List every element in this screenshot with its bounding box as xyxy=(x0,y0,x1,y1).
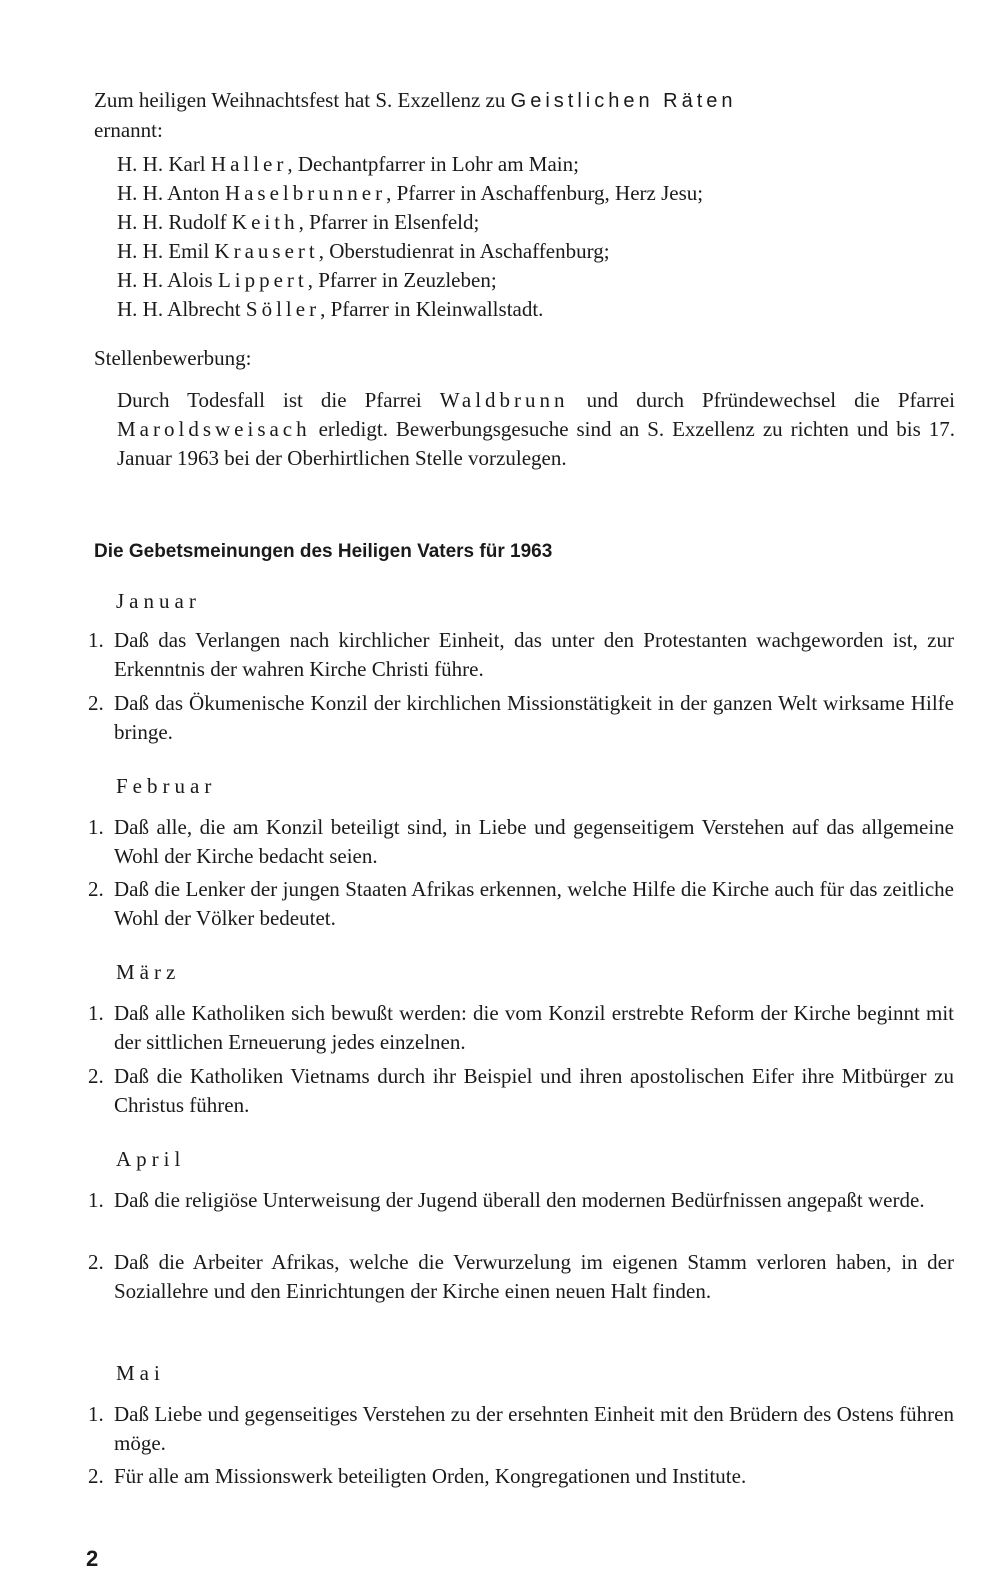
intention-number: 1. xyxy=(88,1001,104,1025)
appointment-prefix: H. H. Rudolf xyxy=(117,210,232,234)
intention-text: Für alle am Missionswerk beteiligten Orden, Kongregationen und Institute. xyxy=(114,1464,747,1488)
appointment-role: , Oberstudienrat in Aschaffenburg; xyxy=(318,239,610,263)
appointment-item xyxy=(117,150,977,179)
intention-item xyxy=(88,1062,954,1120)
month-heading: März xyxy=(116,960,181,984)
intention-text: Daß die Arbeiter Afrikas, welche die Verwurzelung im eigenen Stamm verloren haben, in der Soziallehre und den Einrichtungen der Kirche einen neuen Halt finden. xyxy=(114,1250,954,1303)
vacancy-paragraph xyxy=(117,386,955,473)
intention-text: Daß das Verlangen nach kirchlicher Einheit, das unter den Protestanten wachgeworden ist, zur Erkenntnis der wahren Kirche Christi führe. xyxy=(114,628,954,681)
appointment-prefix: H. H. Emil xyxy=(117,239,215,263)
appointment-name: Keith xyxy=(231,210,299,234)
intro-text: Zum heiligen Weihnachtsfest hat S. Exzellenz zu xyxy=(94,88,511,112)
intention-number: 1. xyxy=(88,1188,104,1212)
appointment-name: Lippert xyxy=(217,268,308,292)
intention-number: 2. xyxy=(88,877,104,901)
intention-number: 2. xyxy=(88,1250,104,1274)
intention-text: Daß die Katholiken Vietnams durch ihr Beispiel und ihren apostolischen Eifer ihre Mitbürger zu Christus führen. xyxy=(114,1064,954,1117)
vacancy-heading: Stellenbewerbung: xyxy=(94,346,252,370)
intention-text: Daß alle Katholiken sich bewußt werden: die vom Konzil erstrebte Reform der Kirche beginnt mit der sittlichen Erneuerung jedes einzelnen. xyxy=(114,1001,954,1054)
intention-text: Daß alle, die am Konzil beteiligt sind, in Liebe und gegenseitigem Verstehen auf das allgemeine Wohl der Kirche bedacht seien. xyxy=(114,815,954,868)
intro-paragraph xyxy=(94,86,964,145)
intro-text-end: ernannt: xyxy=(94,118,163,142)
month-heading: Mai xyxy=(116,1361,165,1385)
intention-text: Daß das Ökumenische Konzil der kirchlichen Missionstätigkeit in der ganzen Welt wirksame Hilfe bringe. xyxy=(114,691,954,744)
intention-item xyxy=(88,875,954,933)
month-heading: April xyxy=(116,1147,186,1171)
intention-item xyxy=(88,813,954,871)
intention-text: Daß Liebe und gegenseitiges Verstehen zu der ersehnten Einheit mit den Brüdern des Ostens führen möge. xyxy=(114,1402,954,1455)
intention-number: 1. xyxy=(88,1402,104,1426)
intention-item xyxy=(88,1400,954,1458)
intention-number: 2. xyxy=(88,691,104,715)
intention-number: 2. xyxy=(88,1464,104,1488)
appointment-item xyxy=(117,295,977,324)
appointment-role: , Pfarrer in Kleinwallstadt. xyxy=(320,297,544,321)
appointment-name: Krausert xyxy=(214,239,319,263)
intention-number: 2. xyxy=(88,1064,104,1088)
appointment-prefix: H. H. Karl xyxy=(117,152,211,176)
appointment-role: , Dechantpfarrer in Lohr am Main; xyxy=(287,152,579,176)
appointment-prefix: H. H. Alois xyxy=(117,268,218,292)
appointment-item xyxy=(117,208,977,237)
appointment-role: , Pfarrer in Aschaffenburg, Herz Jesu; xyxy=(386,181,704,205)
intention-text: Daß die Lenker der jungen Staaten Afrikas erkennen, welche Hilfe die Kirche auch für das zeitliche Wohl der Völker bedeutet. xyxy=(114,877,954,930)
appointment-name: Haller xyxy=(210,152,288,176)
appointment-role: , Pfarrer in Zeuzleben; xyxy=(307,268,497,292)
appointment-list xyxy=(117,150,977,324)
parish-name: Waldbrunn xyxy=(439,388,569,412)
intention-text: Daß die religiöse Unterweisung der Jugend überall den modernen Bedürfnissen angepaßt werde. xyxy=(114,1188,925,1212)
prayer-intentions-heading: Die Gebetsmeinungen des Heiligen Vaters für 1963 xyxy=(94,541,553,562)
parish-name: Maroldsweisach xyxy=(117,417,311,441)
intro-emphasis: Geistlichen Räten xyxy=(510,90,737,112)
intention-number: 1. xyxy=(88,815,104,839)
appointment-name: Söller xyxy=(245,297,321,321)
intention-item xyxy=(88,626,954,684)
appointment-prefix: H. H. Anton xyxy=(117,181,225,205)
vacancy-text-3: erledigt. Bewerbungsgesuche sind an S. Exzellenz zu richten und bis 17. Januar 1963 bei der Oberhirtlichen Stelle vorzulegen. xyxy=(117,417,955,470)
intention-item xyxy=(88,1462,954,1491)
appointment-item xyxy=(117,179,977,208)
vacancy-text-1: Durch Todesfall ist die Pfarrei xyxy=(117,388,440,412)
appointment-name: Haselbrunner xyxy=(224,181,387,205)
month-heading: Januar xyxy=(116,589,201,613)
month-heading: Februar xyxy=(116,774,217,798)
intention-item xyxy=(88,1186,954,1215)
appointment-prefix: H. H. Albrecht xyxy=(117,297,246,321)
appointment-item xyxy=(117,237,977,266)
appointment-role: , Pfarrer in Elsenfeld; xyxy=(298,210,480,234)
page-number: 2 xyxy=(86,1546,99,1571)
intention-item xyxy=(88,1248,954,1306)
appointment-item xyxy=(117,266,977,295)
vacancy-text-2: und durch Pfründewechsel die Pfarrei xyxy=(568,388,955,412)
intention-item xyxy=(88,689,954,747)
intention-item xyxy=(88,999,954,1057)
intention-number: 1. xyxy=(88,628,104,652)
